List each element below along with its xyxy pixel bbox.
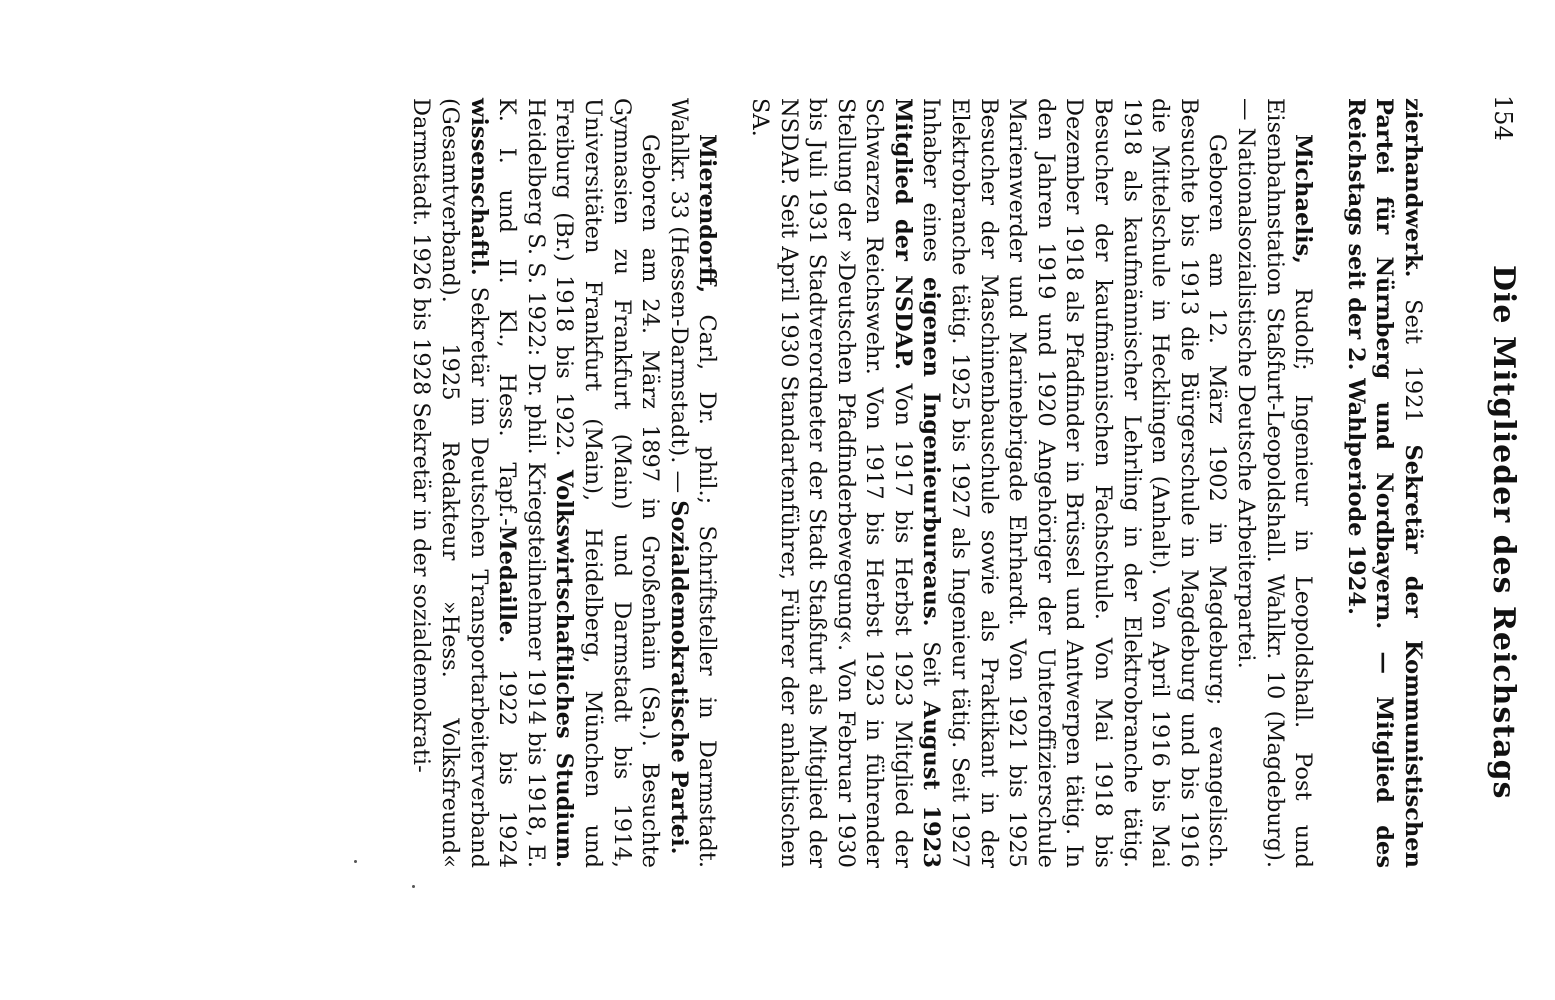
paragraph xyxy=(745,98,1231,868)
text-run: Rudolf; Ingenieur in Leopoldshall. Post und Eisenbahnstation Staßfurt-Leopoldshall. Wahlkr. 10 (Magdeburg). — Nationalsozialistische Deutsche Arbeiterpartei. xyxy=(1233,98,1317,868)
bold-text: August 1923 Mitglied der NSDAP. xyxy=(889,98,945,868)
scan-speck xyxy=(354,860,357,863)
paragraph xyxy=(664,98,721,868)
text-run: Sekretär im Deutschen Transportarbeiterverband (Gesamtverband). 1925 Redakteur »Hess. Volksfreund« Darmstadt. 1926 bis 1928 Sekretär in der sozialdemokrati- xyxy=(408,98,492,868)
text-run: 1922 bis 1924 xyxy=(494,643,521,869)
text-run: Geboren am 24. März 1897 in Großenhain (Sa.). Besuchte Gymnasien zu Frankfurt (Main) und Darmstadt bis 1914, Universitäten Frankfurt (Main), Heidelberg, München und Freiburg (Br.) 1918 bis 1922. xyxy=(551,98,664,868)
bold-text: Mierendorff, xyxy=(694,134,721,294)
biography-entry xyxy=(407,98,722,868)
bold-text: Sozialdemokratische Partei. xyxy=(665,500,692,855)
biography-entry xyxy=(745,98,1317,868)
text-run: Carl, Dr. phil.; Schriftsteller in Darmstadt. Wahlkr. 33 (Hessen-Darmstadt). — xyxy=(665,98,721,868)
scan-speck xyxy=(412,885,415,888)
page-body xyxy=(407,98,1427,868)
bold-text: Volkswirtschaftliches Studium. xyxy=(551,469,578,868)
text-run: Heidelberg S. S. 1922: Dr. phil. Kriegsteilnehmer 1914 bis 1918, E. K. I. und II. Kl., Hess. Tapf.- xyxy=(494,98,549,868)
bold-text: Michaelis, xyxy=(1290,134,1317,265)
text-run: Seit xyxy=(918,626,945,701)
entry-gap xyxy=(721,98,745,868)
page-header xyxy=(1487,40,1527,960)
paragraph xyxy=(407,98,664,868)
bold-text: zierhandwerk. xyxy=(1400,98,1426,278)
biography-entry xyxy=(1341,98,1427,868)
running-title: Die Mitglieder des Reichstags xyxy=(1486,265,1521,800)
bold-text: Medaille. xyxy=(494,525,521,644)
paragraph xyxy=(1231,98,1317,868)
bold-text: wissenschaftl. xyxy=(465,98,492,276)
paragraph xyxy=(1341,98,1427,868)
text-run: Von 1917 bis Herbst 1923 Mitglied der Schwarzen Reichswehr. Von 1917 bis Herbst 1923 in führender Stellung der »Deutschen Pfadfinderbewegung«. Von Februar 1930 bis Juli 1931 Stadtverordneter der Stadt Staßfurt als Mitglied der NSDAP. Seit April 1930 Standartenführer, Führer der anhaltischen SA. xyxy=(746,98,916,868)
entry-gap xyxy=(1317,98,1341,868)
page-number: 154 xyxy=(1489,95,1517,141)
bold-text: eigenen Ingenieurbureaus. xyxy=(918,277,945,627)
bold-text: Sekretär der Kommunistischen Partei für Nürnberg und Nordbayern. — Mitglied des Reichstags seit der 2. Wahlperiode 1924. xyxy=(1342,98,1426,868)
text-run: Geboren am 12. März 1902 in Magdeburg; evangelisch. Besuchte bis 1913 die Bürgerschule in Magdeburg und bis 1916 die Mittelschule in Hecklingen (Anhalt). Von April 1916 bis Mai 1918 als kaufmännischer Lehrling in der Elektrobranche tätig. Besucher der kaufmännischen Fachschule. Von Mai 1918 bis Dezember 1918 als Pfadfinder in Brüssel und Antwerpen tätig. In den Jahren 1919 und 1920 Angehöriger der Unteroffizierschule Marienwerder und Marinebrigade Ehrhardt. Von 1921 bis 1925 Besucher der Maschinenbauschule sowie als Praktikant in der Elektrobranche tätig. 1925 bis 1927 als Ingenieur tätig. Seit 1927 Inhaber eines xyxy=(918,98,1231,868)
text-run: Seit 1921 xyxy=(1400,277,1426,445)
